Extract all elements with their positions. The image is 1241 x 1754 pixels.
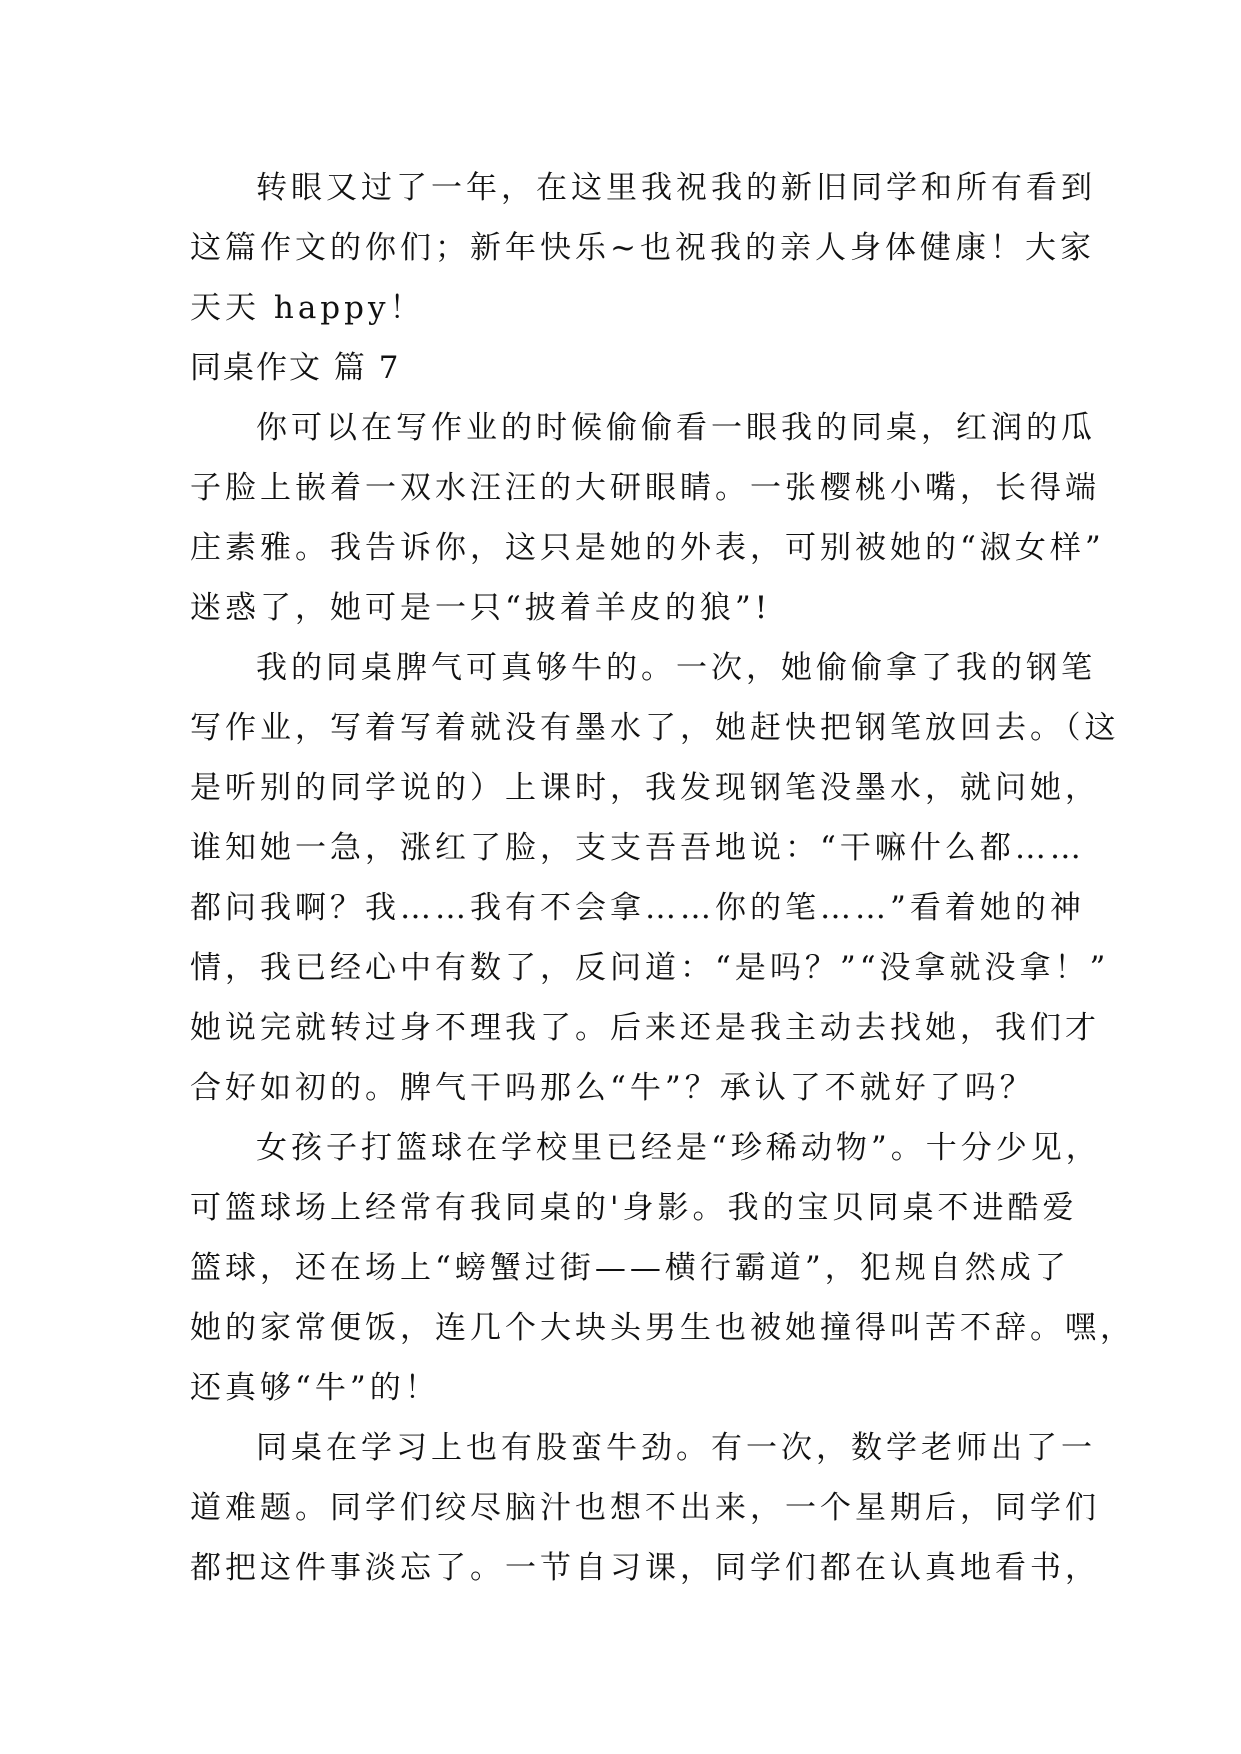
text-line: 可篮球场上经常有我同桌的'身影。我的宝贝同桌不进酷爱 <box>190 1190 1078 1226</box>
text-line: 女孩子打篮球在学校里已经是“珍稀动物”。十分少见， <box>256 1130 1101 1166</box>
text-line: 是听别的同学说的）上课时，我发现钢笔没墨水，就问她， <box>190 770 1100 806</box>
text-line: 篮球，还在场上“螃蟹过街——横行霸道”，犯规自然成了 <box>190 1250 1070 1286</box>
text-line: 还真够“牛”的！ <box>190 1370 440 1406</box>
text-line: 合好如初的。脾气干吗那么“牛”？承认了不就好了吗？ <box>190 1070 1035 1106</box>
text-line: 都问我啊？我……我有不会拿……你的笔……”看着她的神 <box>190 890 1085 926</box>
text-line: 谁知她一急，涨红了脸，支支吾吾地说：“干嘛什么都…… <box>190 830 1085 866</box>
text-line: 她的家常便饭，连几个大块头男生也被她撞得叫苦不辞。嘿， <box>190 1310 1135 1346</box>
text-line: 道难题。同学们绞尽脑汁也想不出来，一个星期后，同学们 <box>190 1490 1100 1526</box>
text-line: 我的同桌脾气可真够牛的。一次，她偷偷拿了我的钢笔 <box>256 650 1096 686</box>
text-line: 这篇作文的你们；新年快乐~也祝我的亲人身体健康！大家 <box>190 230 1095 266</box>
text-line: 庄素雅。我告诉你，这只是她的外表，可别被她的“淑女样” <box>190 530 1105 566</box>
section-heading: 同桌作文 篇 7 <box>190 350 401 386</box>
text-line: 天天 happy！ <box>190 290 425 326</box>
text-line: 她说完就转过身不理我了。后来还是我主动去找她，我们才 <box>190 1010 1100 1046</box>
text-line: 都把这件事淡忘了。一节自习课，同学们都在认真地看书， <box>190 1550 1100 1586</box>
text-line: 子脸上嵌着一双水汪汪的大研眼睛。一张樱桃小嘴，长得端 <box>190 470 1100 506</box>
text-line: 情，我已经心中有数了，反问道：“是吗？”“没拿就没拿！” <box>190 950 1110 986</box>
text-line: 你可以在写作业的时候偷偷看一眼我的同桌，红润的瓜 <box>256 410 1096 446</box>
text-line: 写作业，写着写着就没有墨水了，她赶快把钢笔放回去。（这 <box>190 710 1120 746</box>
document-body <box>190 158 1135 1598</box>
text-line: 转眼又过了一年，在这里我祝我的新旧同学和所有看到 <box>256 170 1096 206</box>
text-line: 迷惑了，她可是一只“披着羊皮的狼”! <box>190 590 772 626</box>
text-line: 同桌在学习上也有股蛮牛劲。有一次，数学老师出了一 <box>256 1430 1096 1466</box>
